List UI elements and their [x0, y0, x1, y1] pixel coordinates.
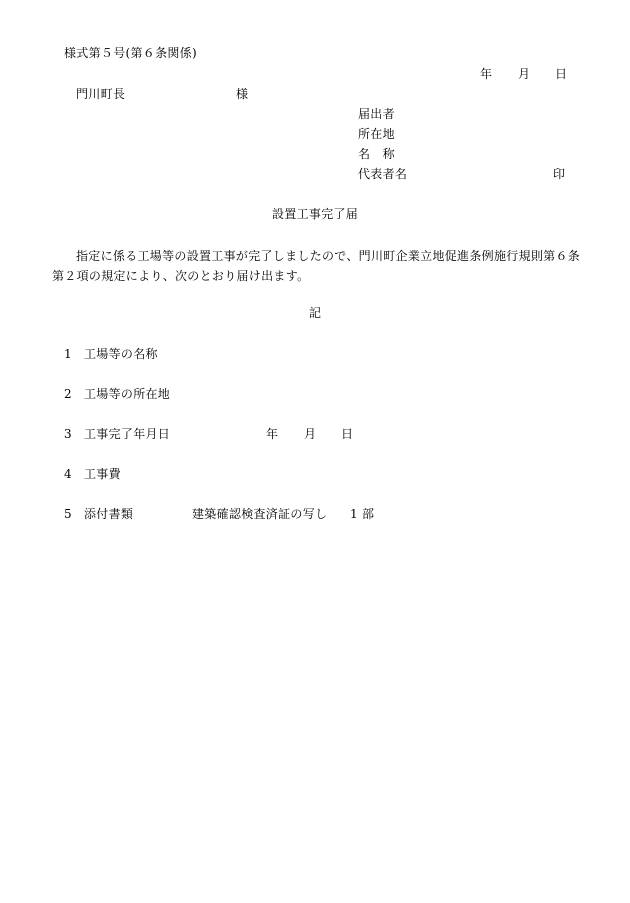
seal-mark: 印 [553, 167, 566, 181]
notifier-address-label: 所在地 [358, 127, 395, 141]
item-5-label: 添付書類 [84, 507, 134, 521]
item-2-number: 2 [64, 387, 72, 401]
item-3-year-label: 年 [266, 427, 279, 441]
date-year-label: 年 [480, 67, 493, 81]
item-5-count: 1 部 [350, 507, 375, 521]
item-1-number: 1 [64, 347, 72, 361]
item-3-day-label: 日 [341, 427, 354, 441]
item-3-label: 工事完了年月日 [84, 427, 171, 441]
ki-heading: 記 [309, 306, 322, 320]
body-line-1: 指定に係る工場等の設置工事が完了しましたので、門川町企業立地促進条例施行規則第６条 [76, 249, 581, 263]
item-5-value: 建築確認検査済証の写し [192, 507, 328, 521]
body-paragraph [52, 246, 581, 286]
item-3-month-label: 月 [304, 427, 317, 441]
date-month-label: 月 [518, 67, 531, 81]
item-4-number: 4 [64, 467, 72, 481]
item-5-number: 5 [64, 507, 72, 521]
date-day-label: 日 [555, 67, 568, 81]
item-4-label: 工事費 [84, 467, 121, 481]
form-number: 様式第５号(第６条関係) [64, 46, 197, 60]
body-line-2: 第２項の規定により、次のとおり届け出ます。 [52, 269, 310, 283]
addressee-honorific: 様 [236, 87, 249, 101]
document-title: 設置工事完了届 [272, 207, 359, 221]
item-1-label: 工場等の名称 [84, 347, 158, 361]
notifier-name-label: 名 称 [358, 147, 395, 161]
notifier-representative-label: 代表者名 [358, 167, 408, 181]
item-3-number: 3 [64, 427, 72, 441]
notifier-heading: 届出者 [358, 107, 395, 121]
item-2-label: 工場等の所在地 [84, 387, 171, 401]
addressee: 門川町長 [76, 87, 126, 101]
